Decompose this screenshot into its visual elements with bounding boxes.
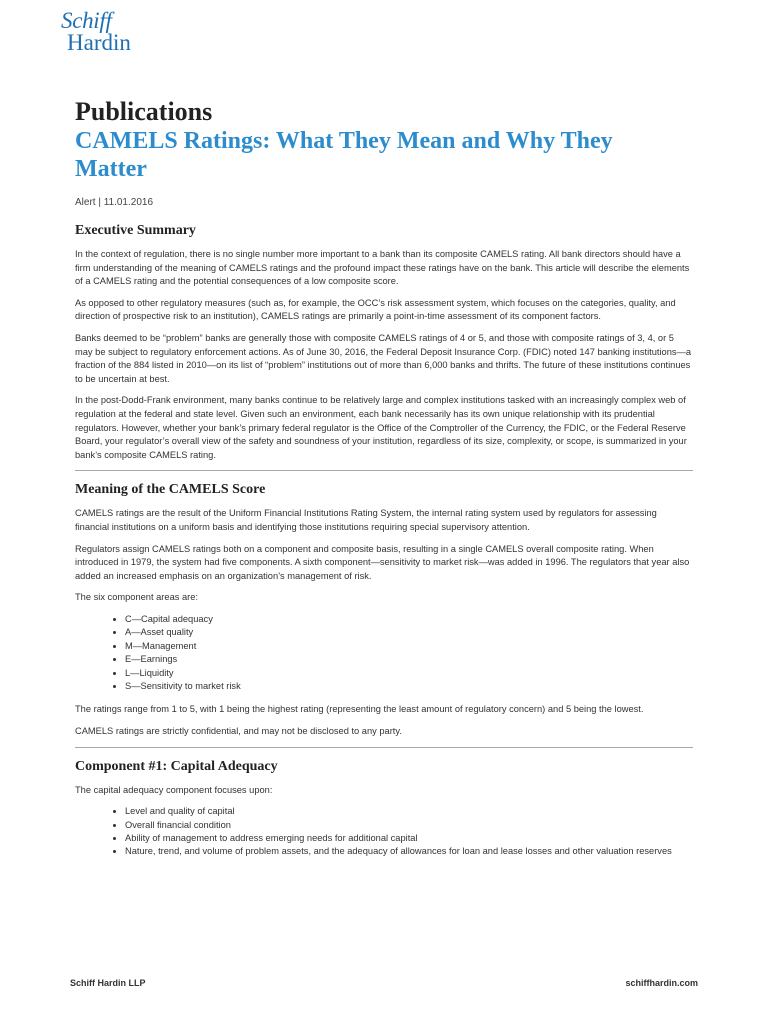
meaning-paragraph-2: Regulators assign CAMELS ratings both on a component and composite basis, resulting in a single CAMELS overall composite rating. When introduced in 1979, the system had five components. A sixth component—sensitivity to market risk—was added in 1996. The regulators that year also added an increased emphasis on an organization’s management of risk. [75,543,690,581]
capital-intro: The capital adequacy component focuses upon: [75,784,273,795]
section-divider [75,470,693,471]
footer-website-link[interactable]: schiffhardin.com [625,978,698,988]
summary-paragraph-3: Banks deemed to be “problem” banks are generally those with composite CAMELS ratings of 4 or 5, and those with composite ratings of 3, 4, or 5 may be subject to regulatory enforcement actions. As of June 30, 2016, the Federal Deposit Insurance Corp. (FDIC) noted 147 banking institutions—a fraction of the 884 listed in 2010—on its list of “problem” institutions out of more than 6,000 banks and thrifts. The future of these institutions continues to be uncertain at best. [75,332,692,384]
list-item: • L—Liquidity [125,667,693,680]
meaning-paragraph-1: CAMELS ratings are the result of the Uniform Financial Institutions Rating System, the internal rating system used by regulators for assessing financial institutions on a uniform basis and identifying those institutions requiring special supervisory attention. [75,508,657,532]
article-title: CAMELS Ratings: What They Mean and Why They Matter [75,128,613,182]
section-divider [75,747,693,748]
list-item: • C—Capital adequacy [125,613,693,626]
executive-summary-heading: Executive Summary [75,223,196,238]
list-item: • Ability of management to address emerging needs for additional capital [125,832,693,845]
meaning-heading: Meaning of the CAMELS Score [75,482,266,498]
footer-company-name: Schiff Hardin LLP [70,978,146,988]
list-item: • Level and quality of capital [125,805,693,818]
page-title: Publications [75,97,213,126]
meaning-paragraph-3: The six component areas are: [75,592,198,603]
capital-list [75,805,693,859]
article-meta: Alert | 11.01.2016 [75,197,154,208]
meaning-paragraph-5: CAMELS ratings are strictly confidential, and may not be disclosed to any party. [75,725,402,736]
list-item: • Overall financial condition [125,819,693,832]
meaning-paragraph-4: The ratings range from 1 to 5, with 1 being the highest rating (representing the least amount of regulatory concern) and 5 being the lowest. [75,704,644,715]
component-list [75,613,693,693]
list-item: • E—Earnings [125,653,693,666]
summary-paragraph-1: In the context of regulation, there is no single number more important to a bank than its composite CAMELS rating. All bank directors should have a firm understanding of the meaning of CAMELS ratings and the profound impact these ratings have on the bank. This article will describe the elements of a CAMELS rating and the potential consequences of a low composite score. [75,249,690,287]
list-item: • Nature, trend, and volume of problem assets, and the adequacy of allowances for loan and lease losses and other valuation reserves [125,845,693,858]
logo-line-2: Hardin [67,30,131,55]
article [75,97,693,869]
list-item: • A—Asset quality [125,626,693,639]
company-logo[interactable] [61,10,131,54]
summary-paragraph-4: In the post-Dodd-Frank environment, many banks continue to be relatively large and complex institutions tasked with an increasingly complex web of regulation at the federal and state level. Given such an environment, each bank necessarily has its own unique relationship with its prudential regulators. However, whether your bank’s primary federal regulator is the Office of the Comptroller of the Currency, the FDIC, or the Federal Reserve Board, your regulator’s overall view of the safety and soundness of your institution, regardless of its size, complexity, or scope, is summarized in your bank’s composite CAMELS rating. [75,395,687,460]
capital-adequacy-heading: Component #1: Capital Adequacy [75,758,278,774]
summary-paragraph-2: As opposed to other regulatory measures (such as, for example, the OCC’s risk assessment system, which focuses on the categories, quality, and direction of prospective risk to an institution), CAMELS ratings are primarily a point-in-time assessment of its component factors. [75,297,676,322]
list-item: • S—Sensitivity to market risk [125,680,693,693]
list-item: • M—Management [125,640,693,653]
logo-line-1: Schiff [61,8,112,33]
